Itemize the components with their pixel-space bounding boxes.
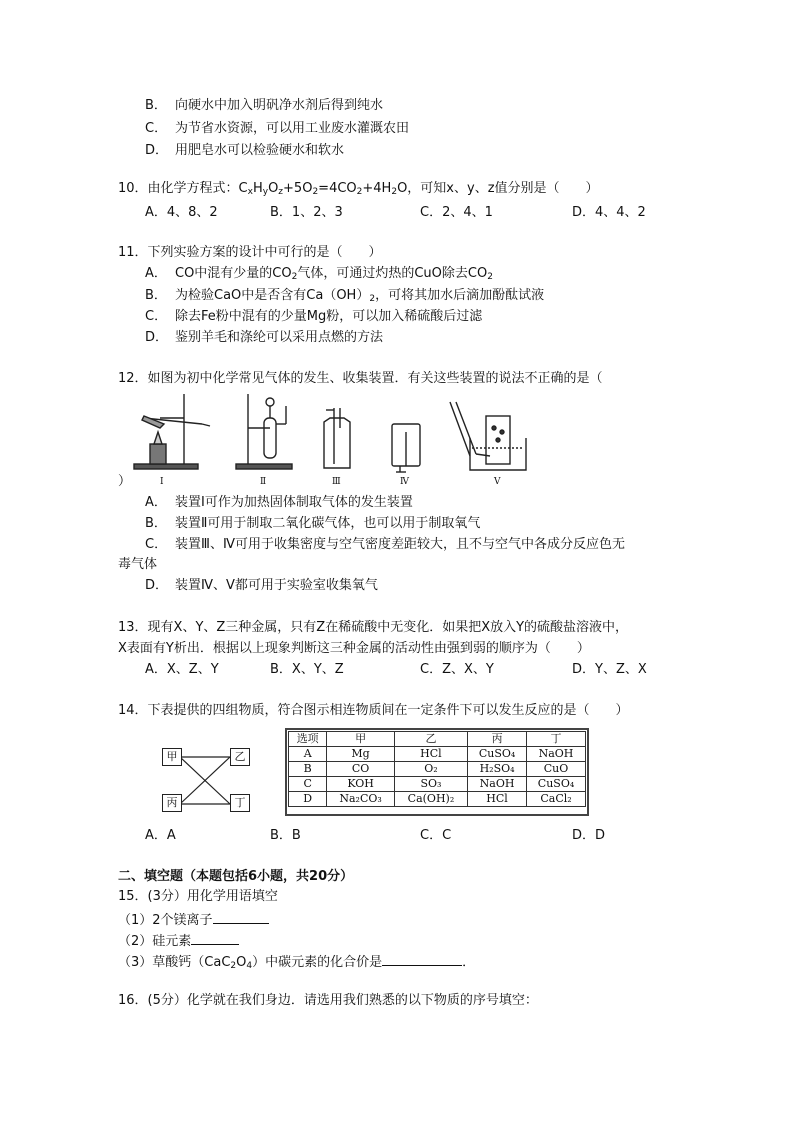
table-cell: SO₃ [394, 777, 467, 792]
table-row [289, 792, 586, 807]
q10-choice-d: D．4、4、2 [572, 205, 646, 220]
answer-blank[interactable] [213, 910, 269, 924]
q11-option-c: C． 除去Fe粉中混有的少量Mg粉，可以加入稀硫酸后过滤 [145, 309, 483, 324]
q10-choice-b: B．1、2、3 [270, 205, 343, 220]
q12-option-c-cont: 毒气体 [118, 557, 158, 572]
q16-stem: 16．(5分）化学就在我们身边．请选用我们熟悉的以下物质的序号填空： [118, 993, 538, 1008]
table-cell: D [289, 792, 327, 807]
q12-option-a: A． 装置Ⅰ可作为加热固体制取气体的发生装置 [145, 495, 413, 510]
q9-option-b: B． 向硬水中加入明矾净水剂后得到纯水 [145, 98, 384, 113]
q10-choice-a: A．4、8、2 [145, 205, 218, 220]
table-cell: HCl [468, 792, 527, 807]
q14-choice-c: C．C [420, 828, 452, 843]
table-cell: Mg [327, 747, 394, 762]
q12-close-paren: ） [118, 474, 132, 489]
diagram-box-ding: 丁 [230, 794, 250, 812]
table-cell: A [289, 747, 327, 762]
table-cell: B [289, 762, 327, 777]
table-header-row [289, 732, 586, 747]
q13-choice-b: B．X、Y、Z [270, 662, 344, 677]
q14-stem: 14．下表提供的四组物质，符合图示相连物质间在一定条件下可以发生反应的是（ ） [118, 703, 629, 718]
table-cell: HCl [394, 747, 467, 762]
diagram-box-yi: 乙 [230, 748, 250, 766]
q13-choice-c: C．Z、X、Y [420, 662, 494, 677]
q15-item-2: （2）硅元素 [118, 931, 239, 950]
q10-choice-c: C．2、4、1 [420, 205, 493, 220]
table-row [289, 747, 586, 762]
q12-option-c: C． 装置Ⅲ、Ⅳ可用于收集密度与空气密度差距较大，且不与空气中各成分反应色无 [145, 537, 625, 552]
apparatus-label-2: Ⅱ [260, 477, 267, 487]
q13-line-1: 13．现有X、Y、Z三种金属，只有Z在稀硫酸中无变化．如果把X放入Y的硫酸盐溶液中， [118, 620, 629, 635]
table-cell: CO [327, 762, 394, 777]
table-cell: KOH [327, 777, 394, 792]
table-cell: O₂ [394, 762, 467, 777]
q10-stem: 10．由化学方程式：$C_xH_yO_z+5O_2=4CO_2+4H_2O$，可知x、y、z值分别是（ ） [118, 181, 599, 197]
table-header-cell: 乙 [394, 732, 467, 747]
q15-item-1: （1）2个镁离子 [118, 910, 269, 929]
table-cell: Ca(OH)₂ [394, 792, 467, 807]
q9-option-d: D． 用肥皂水可以检验硬水和软水 [145, 143, 345, 158]
table-header-cell: 甲 [327, 732, 394, 747]
apparatus-label-5: Ⅴ [494, 477, 501, 487]
substance-table [288, 731, 586, 807]
table-cell: C [289, 777, 327, 792]
table-header-cell: 丙 [468, 732, 527, 747]
q11-option-b: B． 为检验CaO中是否含有$Ca(OH)_2$，可将其加水后滴加酚酞试液 [145, 288, 545, 304]
q11-stem: 11．下列实验方案的设计中可行的是（ ） [118, 245, 382, 260]
q13-choice-a: A．X、Z、Y [145, 662, 219, 677]
q9-option-c: C． 为节省水资源，可以用工业废水灌溉农田 [145, 121, 410, 136]
table-header-cell: 选项 [289, 732, 327, 747]
table-cell: CuSO₄ [527, 777, 586, 792]
q11-option-a: A． CO中混有少量的$CO_2$气体，可通过灼热的CuO除去$CO_2$ [145, 266, 493, 282]
diagram-box-bing: 丙 [162, 794, 182, 812]
q13-choice-d: D．Y、Z、X [572, 662, 647, 677]
section-title: 二、填空题（本题包括6小题，共20分） [118, 869, 354, 884]
q12-stem: 12．如图为初中化学常见气体的发生、收集装置．有关这些装置的说法不正确的是（ [118, 371, 603, 386]
table-cell: NaOH [468, 777, 527, 792]
q15-item-3: （3）草酸钙$(CaC_2O_4)$中碳元素的化合价是 ． [118, 952, 475, 974]
q13-line-2: X表面有Y析出．根据以上现象判断这三种金属的活动性由强到弱的顺序为（ ） [118, 641, 590, 656]
apparatus-label-1: Ⅰ [160, 477, 164, 487]
table-header-cell: 丁 [527, 732, 586, 747]
answer-blank[interactable] [382, 952, 462, 966]
q14-choice-a: A．A [145, 828, 176, 843]
table-cell: Na₂CO₃ [327, 792, 394, 807]
q12-option-d: D． 装置Ⅳ、Ⅴ都可用于实验室收集氧气 [145, 578, 378, 593]
reaction-diagram [160, 748, 252, 814]
q14-choice-b: B．B [270, 828, 301, 843]
q12-option-b: B． 装置Ⅱ可用于制取二氧化碳气体，也可以用于制取氧气 [145, 516, 481, 531]
table-row [289, 762, 586, 777]
table-cell: H₂SO₄ [468, 762, 527, 777]
table-cell: CaCl₂ [527, 792, 586, 807]
table-cell: NaOH [527, 747, 586, 762]
apparatus-label-3: Ⅲ [332, 477, 341, 487]
q14-choice-d: D．D [572, 828, 606, 843]
q15-stem: 15．(3分）用化学用语填空 [118, 889, 278, 904]
apparatus-label-4: Ⅳ [400, 477, 409, 487]
diagram-box-jia: 甲 [162, 748, 182, 766]
table-cell: CuSO₄ [468, 747, 527, 762]
gas-apparatus-figure [130, 388, 530, 488]
answer-blank[interactable] [191, 931, 239, 945]
table-cell: CuO [527, 762, 586, 777]
q11-option-d: D． 鉴别羊毛和涤纶可以采用点燃的方法 [145, 330, 384, 345]
table-row [289, 777, 586, 792]
